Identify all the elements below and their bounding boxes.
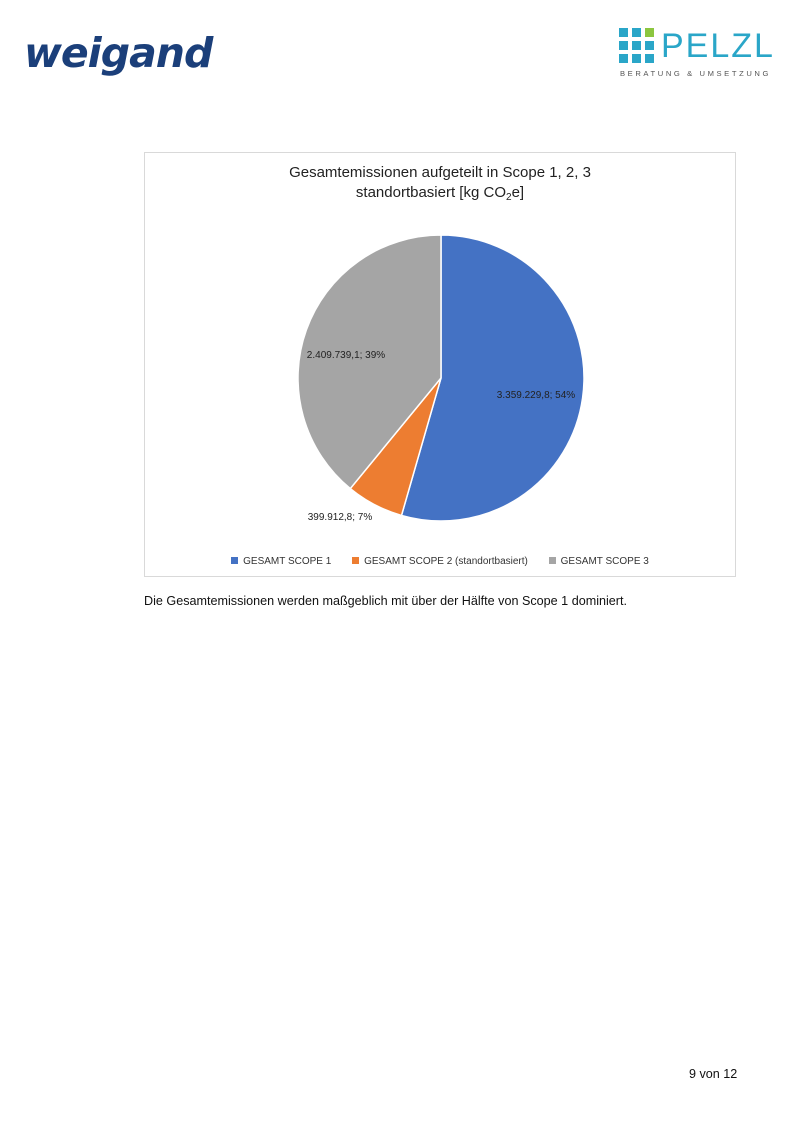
data-label-scope2: 399.912,8; 7% [307,512,373,523]
data-label-scope3: 2.409.739,1; 39% [306,350,386,361]
pie-plot [145,153,737,578]
weigand-logo [24,28,229,78]
chart-legend [145,556,735,567]
legend-swatch [549,557,556,564]
pelzl-logo [619,26,779,82]
pie-chart [144,152,736,577]
chart-title-line1: Gesamtemissionen aufgeteilt in Scope 1, 2, 3 [289,164,591,181]
chart-title-line2: standortbasiert [kg $CO_2e$] [355,184,525,203]
pelzl-tagline: BERATUNG & UMSETZUNG [620,69,772,78]
body-paragraph: Die Gesamtemissionen werden maßgeblich mit über der Hälfte von Scope 1 dominiert. [144,594,627,608]
page-number: 9 von 12 [689,1067,738,1081]
data-label-scope1: 3.359.229,8; 54% [496,390,576,401]
pelzl-wordmark: PELZL [661,27,775,65]
weigand-wordmark: weigand [24,29,213,77]
legend-item-scope1: GESAMT SCOPE 1 [231,556,331,567]
legend-swatch [352,557,359,564]
pelzl-grid-icon [619,28,659,66]
legend-item-scope3: GESAMT SCOPE 3 [549,556,649,567]
legend-item-scope2: GESAMT SCOPE 2 (standortbasiert) [352,556,528,567]
legend-swatch [231,557,238,564]
